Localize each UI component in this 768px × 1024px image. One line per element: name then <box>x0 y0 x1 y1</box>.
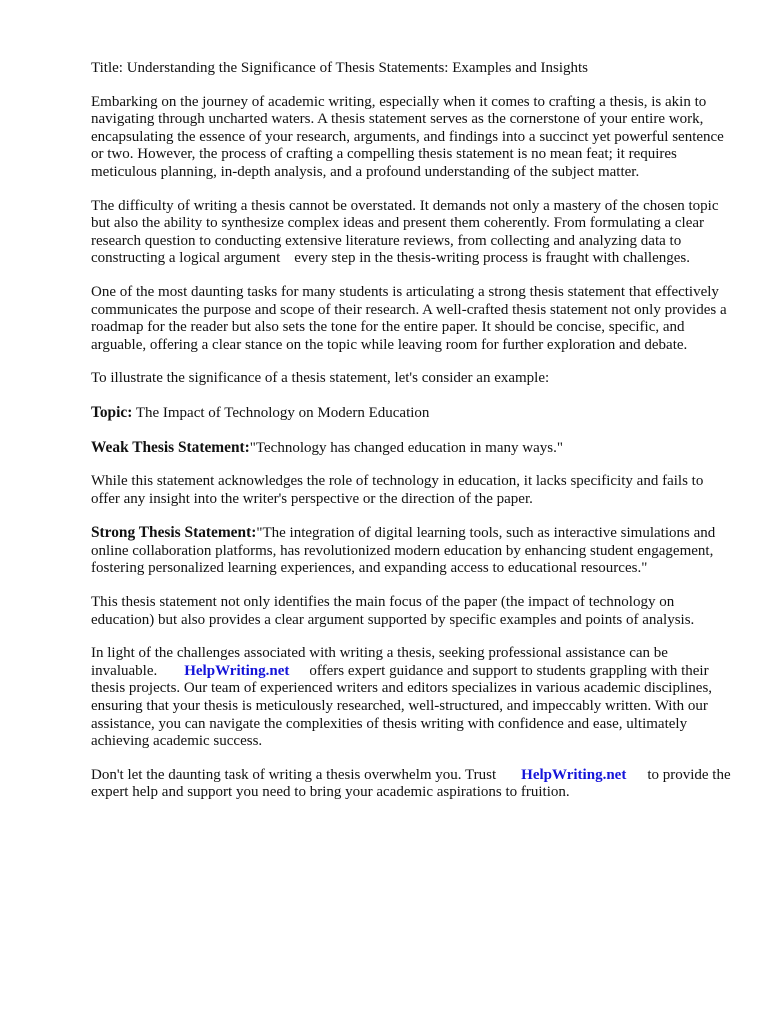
strong-thesis-line <box>91 524 731 578</box>
paragraph-assistance-start: In light of the challenges associated with writing a thesis, seeking professional assistance can be invaluable. <box>91 645 668 679</box>
strong-thesis-text: "The integration of digital learning tools, such as interactive simulations and online collaboration platforms, has revolutionized modern education by enhancing student engagement, fostering personalized learning experiences, and expanding access to educational resources." <box>91 525 716 577</box>
paragraph-closing <box>91 767 731 802</box>
paragraph-difficulty-start: The difficulty of writing a thesis cannot be overstated. It demands not only a mastery of the chosen topic but also the ability to synthesize complex ideas and present them coherently. From formulating a clear research question to conducting extensive literature reviews, from collecting and analyzing data to constructing a logical argument <box>91 197 719 267</box>
paragraph-strong-analysis: This thesis statement not only identifies the main focus of the paper (the impact of technology on education) but also provides a clear argument supported by specific examples and points of analysis. <box>91 594 695 628</box>
paragraph-difficulty-end: every step in the thesis-writing process is fraught with challenges. <box>294 250 691 267</box>
paragraph-intro: Embarking on the journey of academic writing, especially when it comes to crafting a thesis, is akin to navigating through uncharted waters. A thesis statement serves as the cornerstone of your entire work, encapsulating the essence of your research, arguments, and findings into a succinct yet powerful sentence or two. However, the process of crafting a compelling thesis statement is no mean feat; it requires meticulous planning, in-depth analysis, and a profound understanding of the subject matter. <box>91 93 724 180</box>
paragraph-daunting-task: One of the most daunting tasks for many students is articulating a strong thesis statement that effectively communicates the purpose and scope of their research. A well-crafted thesis statement not only provides a roadmap for the reader but also sets the tone for the entire paper. It should be concise, specific, and arguable, offering a clear stance on the topic while leaving room for further exploration and debate. <box>91 283 727 353</box>
paragraph-closing-start: Don't let the daunting task of writing a thesis overwhelm you. Trust <box>91 766 497 783</box>
document-title: Title: Understanding the Significance of Thesis Statements: Examples and Insights <box>91 60 589 76</box>
paragraph-illustrate: To illustrate the significance of a thesis statement, let's consider an example: <box>91 370 550 387</box>
paragraph-assistance <box>91 645 731 751</box>
weak-thesis-label: Weak Thesis Statement: <box>91 438 250 456</box>
paragraph-closing-end: to provide the expert help and support you need to bring your academic aspirations to fruition. <box>91 766 731 801</box>
strong-thesis-label: Strong Thesis Statement: <box>91 524 257 542</box>
paragraph-difficulty <box>91 198 731 268</box>
weak-thesis-line <box>91 439 731 458</box>
topic-label: Topic: <box>91 403 133 421</box>
helpwriting-link-closing[interactable]: HelpWriting.net <box>521 766 627 783</box>
topic-text: The Impact of Technology on Modern Education <box>135 404 430 421</box>
paragraph-weak-analysis: While this statement acknowledges the role of technology in education, it lacks specificity and fails to offer any insight into the writer's perspective or the direction of the paper. <box>91 473 704 507</box>
paragraph-assistance-end: offers expert guidance and support to students grappling with their thesis projects. Our team of experienced writers and editors specializes in various academic disciplines, ensuring that your thesis is meticulously researched, well-structured, and impeccably written. With our assistance, you can navigate the complexities of thesis writing with confidence and ease, ultimately achieving academic success. <box>91 662 713 750</box>
helpwriting-link[interactable]: HelpWriting.net <box>184 662 290 679</box>
weak-thesis-text: "Technology has changed education in many ways." <box>249 439 563 456</box>
topic-line <box>91 404 731 423</box>
document-body <box>91 60 731 818</box>
